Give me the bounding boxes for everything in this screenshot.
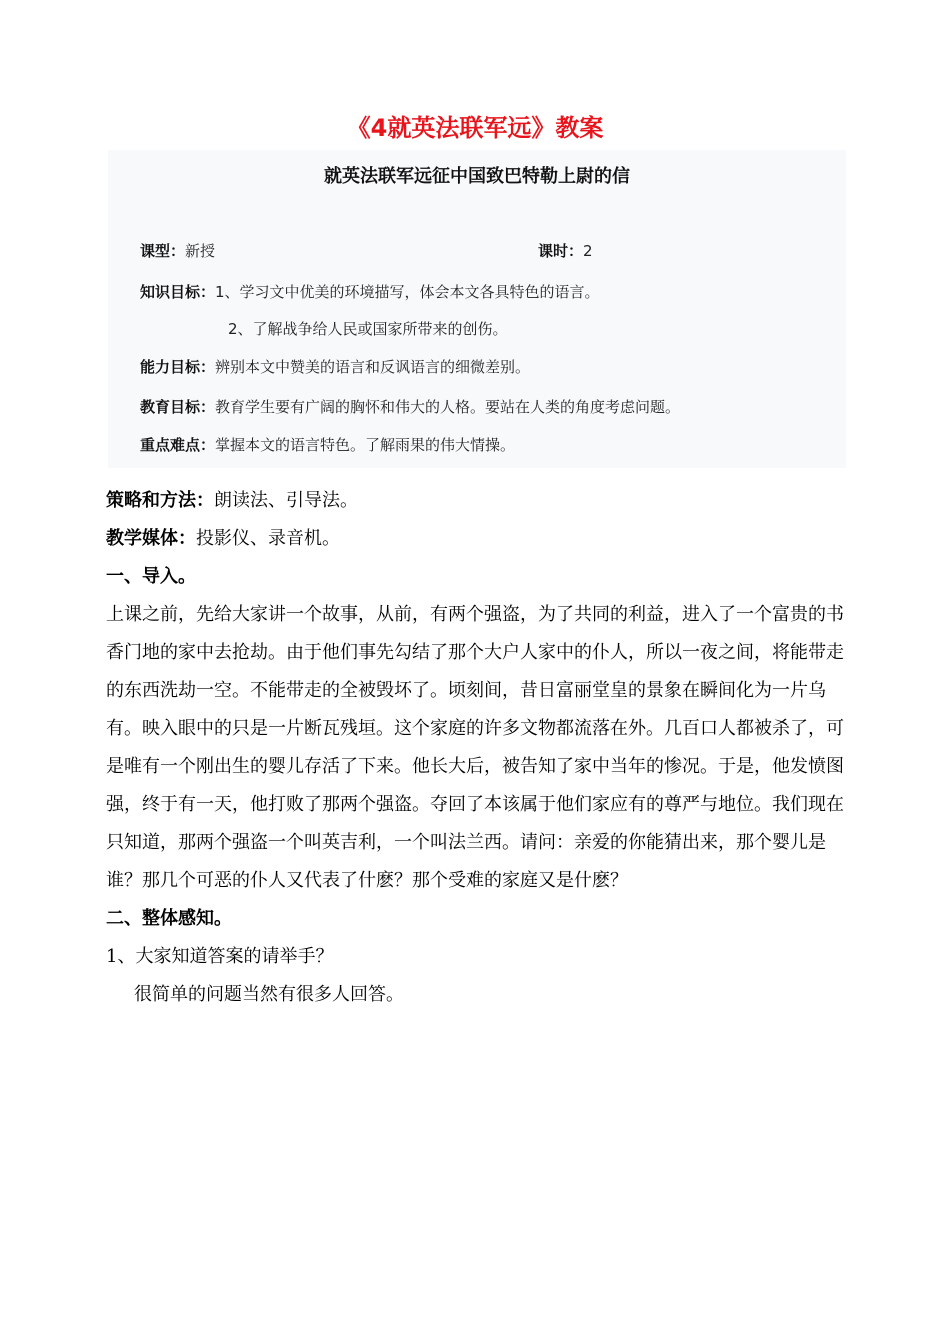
education-label: 教育目标：: [140, 398, 216, 416]
hours-label: 课时：: [538, 242, 584, 260]
key-points-label: 重点难点：: [140, 436, 216, 454]
hours-row: [538, 240, 593, 261]
lesson-body: [106, 482, 846, 1014]
knowledge-item-1: 1、学习文中优美的环境描写，体会本文各具特色的语言。: [215, 283, 600, 301]
document-title: 《4就英法联军远》教案: [346, 114, 604, 142]
section-intro-text: 一、导入。: [106, 566, 196, 587]
education-value: 教育学生要有广阔的胸怀和伟大的人格。要站在人类的角度考虑问题。: [215, 398, 681, 416]
media-label: 教学媒体：: [106, 528, 196, 549]
media-value: 投影仪、录音机。: [196, 528, 340, 549]
section-overview-heading: [106, 900, 846, 938]
ability-label: 能力目标：: [140, 358, 216, 376]
section-overview-text: 二、整体感知。: [106, 908, 232, 929]
course-type-row: [140, 240, 215, 261]
knowledge-row: [140, 281, 600, 302]
education-row: [140, 396, 680, 417]
knowledge-label: 知识目标：: [140, 283, 216, 301]
section-intro-heading: [106, 558, 846, 596]
question-item-1: 1、大家知道答案的请举手？: [106, 946, 334, 967]
story-paragraph: 上课之前，先给大家讲一个故事，从前，有两个强盗，为了共同的利益，进入了一个富贵的书香门地的家中去抢劫。由于他们事先勾结了那个大户人家中的仆人，所以一夜之间，将能带走的东西洗劫一空。不能带走的全被毁坏了。顷刻间，昔日富丽堂皇的景象在瞬间化为一片乌有。映入眼中的只是一片断瓦残垣。这个家庭的许多文物都流落在外。几百口人都被杀了，可是唯有一个刚出生的婴儿存活了下来。他长大后，被告知了家中当年的惨况。于是，他发愤图强，终于有一天，他打败了那两个强盗。夺回了本该属于他们家应有的尊严与地位。我们现在只知道，那两个强盗一个叫英吉利，一个叫法兰西。请问：亲爱的你能猜出来，那个婴儿是谁？那几个可恶的仆人又代表了什麽？那个受难的家庭又是什麽？: [106, 604, 844, 891]
hours-value: 2: [583, 242, 593, 260]
key-points-row: [140, 434, 515, 455]
lesson-info-card: [108, 150, 846, 468]
course-type-label: 课型：: [140, 242, 186, 260]
ability-row: [140, 356, 530, 377]
strategy-line: [106, 482, 846, 520]
ability-value: 辨别本文中赞美的语言和反讽语言的细微差别。: [215, 358, 531, 376]
key-points-value: 掌握本文的语言特色。了解雨果的伟大情操。: [215, 436, 516, 454]
card-heading: 就英法联军远征中国致巴特勒上尉的信: [324, 166, 630, 187]
question-item-1-answer: 很简单的问题当然有很多人回答。: [134, 984, 404, 1005]
strategy-label: 策略和方法：: [106, 490, 214, 511]
knowledge-item-2: 2、了解战争给人民或国家所带来的创伤。: [228, 320, 508, 338]
media-line: [106, 520, 846, 558]
strategy-value: 朗读法、引导法。: [214, 490, 358, 511]
course-type-value: 新授: [185, 242, 216, 260]
